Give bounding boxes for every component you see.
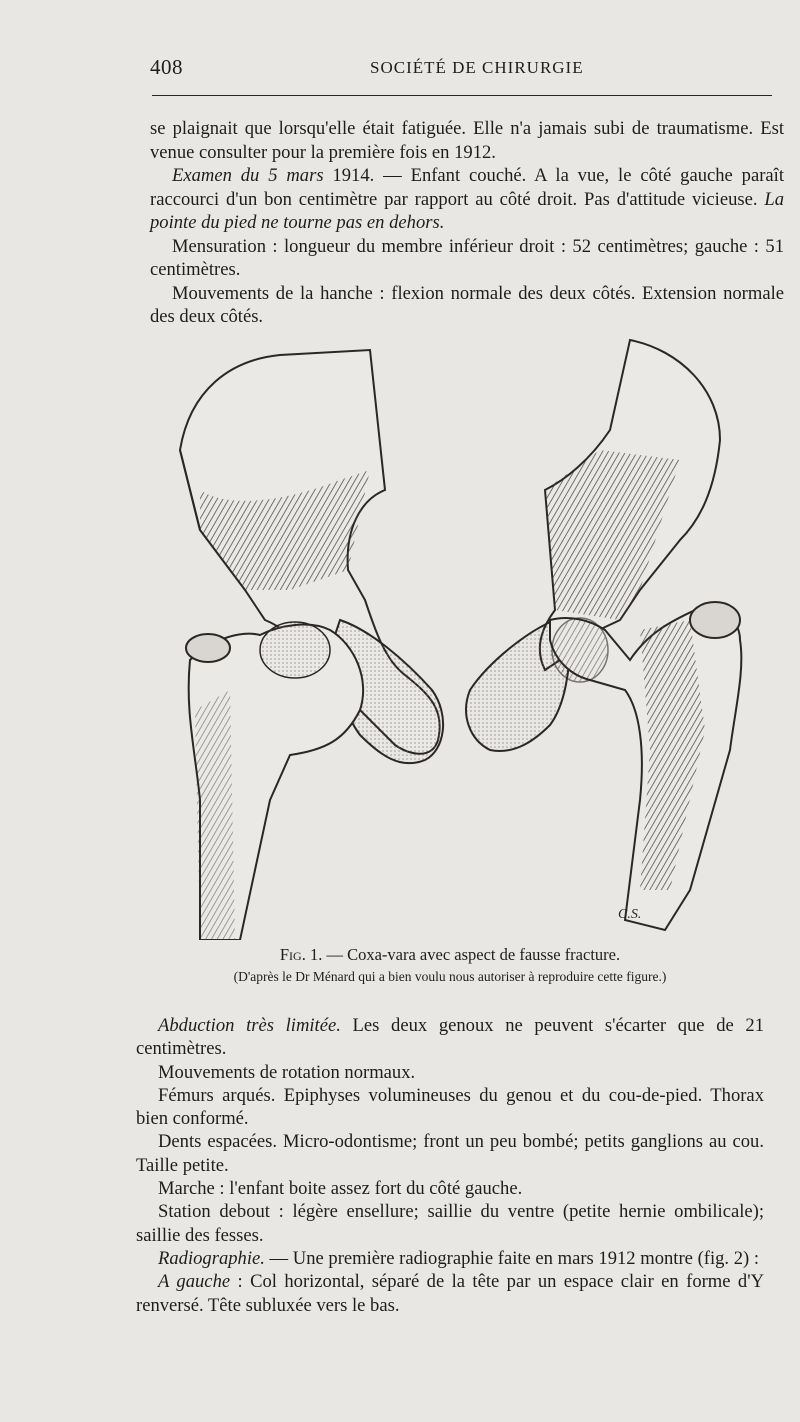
header-rule xyxy=(152,95,772,96)
hip-bones-illustration xyxy=(170,330,770,940)
paragraph xyxy=(136,1130,764,1177)
paragraph-emphasis: La pointe du pied ne tourne pas en dehors. xyxy=(150,188,784,233)
paragraph xyxy=(150,117,784,164)
paragraph xyxy=(136,1014,764,1061)
paragraph-text: Marche : l'enfant boite assez fort du côté gauche. xyxy=(158,1178,523,1200)
artist-signature: C.S. xyxy=(618,907,642,922)
paragraph-text: Dents espacées. Micro-odontisme; front un peu bombé; petits ganglions au cou. Taille petite. xyxy=(136,1131,764,1176)
right-femur xyxy=(550,602,741,930)
paragraph-text: : Col horizontal, séparé de la tête par un espace clair en forme d'Y renversé. Tête subluxée vers le bas. xyxy=(136,1271,764,1316)
paragraph xyxy=(150,164,784,235)
figure-coxa-vara xyxy=(170,330,770,940)
paragraph-lead: Radiographie. xyxy=(158,1247,265,1269)
paragraph-text: Les deux genoux ne peuvent s'écarter que de 21 centimètres. xyxy=(136,1015,764,1060)
paragraph xyxy=(150,235,784,282)
paragraph xyxy=(136,1200,764,1247)
paragraph xyxy=(136,1177,764,1200)
left-femur xyxy=(186,622,363,940)
paragraph xyxy=(150,282,784,329)
paragraph-text: Mouvements de la hanche : flexion normale des deux côtés. Extension normale des deux côtés. xyxy=(150,282,784,327)
figure-caption xyxy=(130,945,770,985)
paragraph-lead: Examen du 5 mars xyxy=(172,165,324,186)
paragraph-text: Mouvements de rotation normaux. xyxy=(158,1061,416,1083)
running-head: SOCIÉTÉ DE CHIRURGIE xyxy=(370,58,584,77)
paragraph-text: 1914. — Enfant couché. A la vue, le côté gauche paraît raccourci d'un bon centimètre par rapport au côté droit. Pas d'attitude vicieuse. xyxy=(150,165,784,210)
paragraph-text: Fémurs arqués. Epiphyses volumineuses du genou et du cou-de-pied. Thorax bien conformé. xyxy=(136,1084,764,1130)
caption-label: Fig. 1. xyxy=(279,945,323,964)
paragraph-text: Mensuration : longueur du membre inférieur droit : 52 centimètres; gauche : 51 centimètres. xyxy=(150,235,784,280)
paragraph xyxy=(136,1061,764,1084)
paragraph-lead: A gauche xyxy=(158,1271,231,1293)
caption-text: — Coxa-vara avec aspect de fausse fracture. xyxy=(322,945,621,964)
top-text-block xyxy=(150,117,784,329)
paragraph-lead: Abduction très limitée. xyxy=(158,1015,341,1036)
paragraph-text: Station debout : légère ensellure; saillie du ventre (petite hernie ombilicale); saillie des fesses. xyxy=(136,1201,764,1246)
paragraph xyxy=(136,1270,764,1317)
bottom-text-block xyxy=(136,1014,764,1317)
paragraph xyxy=(136,1084,764,1131)
paragraph-text: se plaignait que lorsqu'elle était fatiguée. Elle n'a jamais subi de traumatisme. Est venue consulter pour la première fois en 1912. xyxy=(150,118,784,163)
page-number: 408 xyxy=(150,55,183,79)
page-header xyxy=(150,55,772,85)
caption-credit: (D'après le Dr Ménard qui a bien voulu nous autoriser à reproduire cette figure.) xyxy=(233,969,667,984)
paragraph-text: — Une première radiographie faite en mars 1912 montre (fig. 2) : xyxy=(264,1247,760,1269)
paragraph xyxy=(136,1247,764,1270)
